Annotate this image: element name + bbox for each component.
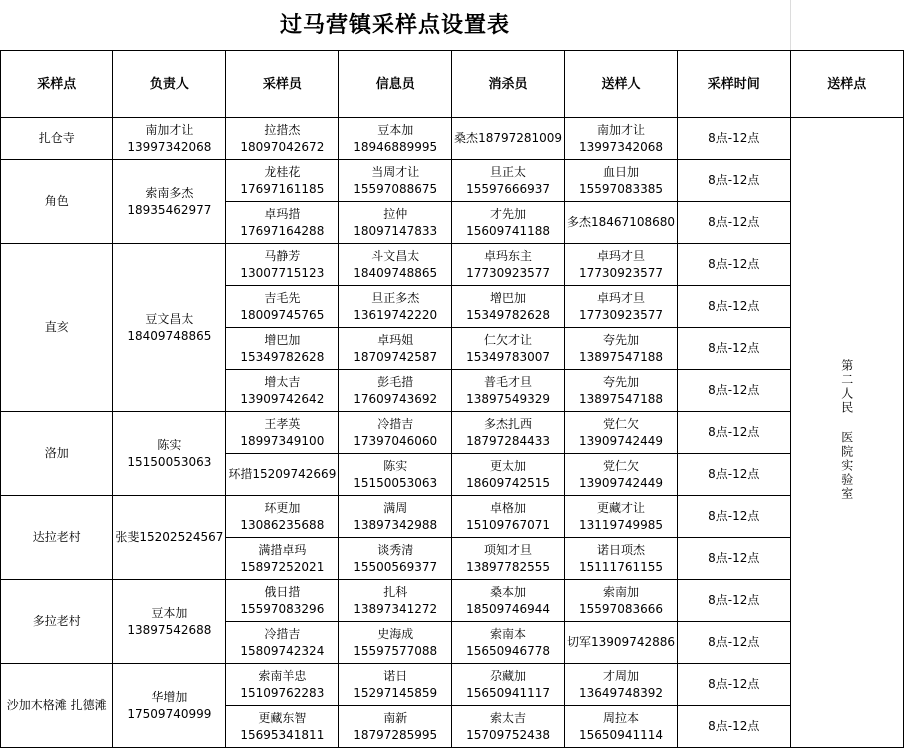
table-row [1,496,904,538]
leader-cell [113,664,226,748]
sampler-cell [226,664,339,706]
page-title: 过马营镇采样点设置表 [279,12,510,38]
info-officer-cell [339,580,452,622]
header-site: 采样点 [1,51,113,118]
phone-number: 18997349100 [240,433,325,448]
person-name: 谈秀清 [377,542,414,557]
sampler-cell [226,118,339,160]
info-officer-cell [339,664,452,706]
person-name: 卓玛东主 [484,248,533,263]
phone-number: 15809742324 [240,643,325,658]
leader-cell [113,412,226,496]
header-sampler: 采样员 [226,51,339,118]
site-name: 角色 [44,194,69,208]
phone-number: 13897782555 [466,559,551,574]
site-cell [1,580,113,664]
phone-number: 15150053063 [127,454,212,469]
site-cell [1,496,113,580]
sampler-cell [226,244,339,286]
person-name: 马静芳 [264,248,301,263]
person-name: 普毛才旦 [484,374,533,389]
phone-number: 13897542688 [127,622,212,637]
phone-number: 18609742515 [466,475,551,490]
sender-cell [565,622,678,664]
sender-cell [565,202,678,244]
person-name: 冷措吉 [377,416,414,431]
phone-number: 17697161185 [240,181,325,196]
header-sender: 送样人 [565,51,678,118]
phone-number: 15650941114 [579,727,663,742]
phone-number: 13897547188 [579,391,663,406]
site-name: 扎仓寺 [38,131,75,145]
site-cell [1,244,113,412]
phone-number: 15111761155 [579,559,663,574]
phone-number: 17730923577 [579,307,663,322]
person-name: 满周 [383,500,408,515]
person-name: 才先加 [490,206,527,221]
disinfector-cell [452,580,565,622]
phone-number: 18409748865 [353,265,438,280]
sampler-cell [226,622,339,664]
leader-cell [113,244,226,412]
phone-number: 13909742642 [240,391,325,406]
sampling-table [0,50,904,748]
person-name: 索南本 [490,626,527,641]
person-name: 旦正多杰 [371,290,420,305]
sender-cell [565,286,678,328]
person-name: 增巴加 [264,332,301,347]
phone-number: 17730923577 [579,265,663,280]
info-officer-cell [339,118,452,160]
site-cell [1,412,113,496]
person-name: 吉毛先 [264,290,301,305]
info-officer-cell [339,454,452,496]
person-name: 桑本加 [490,584,527,599]
phone-number: 15695341811 [240,727,325,742]
table-row [1,580,904,622]
person-name: 龙桂花 [264,164,301,179]
person-name: 周拉本 [603,710,640,725]
disinfector-cell [452,454,565,496]
person-name: 俄日措 [264,584,301,599]
sampler-cell [226,454,339,496]
person-name: 华增加 [151,689,188,704]
phone-number: 15597083296 [240,601,325,616]
site-cell [1,160,113,244]
leader-cell [113,580,226,664]
phone-number: 18935462977 [127,202,212,217]
sampling-time-cell: 8点-12点 [677,202,790,244]
person-name: 旦正太 [490,164,527,179]
sender-cell [565,160,678,202]
phone-number: 18797284433 [466,433,551,448]
person-name: 南新 [383,710,408,725]
info-officer-cell [339,412,452,454]
table-row [1,160,904,202]
phone-number: 15650946778 [466,643,551,658]
sampling-time-cell: 8点-12点 [677,664,790,706]
person-name: 豆本加 [377,122,414,137]
person-name: 冷措吉 [264,626,301,641]
sampling-time-cell: 8点-12点 [677,580,790,622]
phone-number: 13897341272 [353,601,438,616]
site-name: 多拉老村 [32,614,81,628]
info-officer-cell [339,538,452,580]
person-name: 夸先加 [603,374,640,389]
phone-number: 13909742449 [579,475,663,490]
person-name: 南加才让 [597,122,646,137]
site-name: 达拉老村 [32,530,81,544]
phone-number: 15150053063 [353,475,438,490]
sampling-time-cell: 8点-12点 [677,370,790,412]
sender-cell [565,664,678,706]
phone-number: 17609743692 [353,391,438,406]
phone-number: 15349782628 [240,349,325,364]
person-name: 豆文昌太 [145,311,194,326]
person-name: 彭毛措 [377,374,414,389]
phone-number: 15609741188 [466,223,551,238]
person-name: 仁欠才让 [484,332,533,347]
table-row [1,244,904,286]
phone-number: 15209742669 [252,467,337,481]
table-row [1,118,904,160]
person-name: 诺日项杰 [597,542,646,557]
phone-number: 13909742449 [579,433,663,448]
sender-cell [565,412,678,454]
phone-number: 15349783007 [466,349,551,364]
sampling-time-cell: 8点-12点 [677,328,790,370]
phone-number: 15597088675 [353,181,438,196]
person-name: 增太吉 [264,374,301,389]
sender-cell [565,454,678,496]
sampling-time-cell: 8点-12点 [677,454,790,496]
person-name: 陈实 [157,437,182,452]
person-name: 血日加 [603,164,640,179]
phone-number: 17397046060 [353,433,438,448]
send-point-cell [790,118,904,748]
phone-number: 13007715123 [240,265,325,280]
sender-cell [565,118,678,160]
phone-number: 18097042672 [240,139,325,154]
person-name: 多杰 [567,215,592,229]
person-name: 更藏才让 [597,500,646,515]
sampler-cell [226,160,339,202]
disinfector-cell [452,244,565,286]
person-name: 环更加 [264,500,301,515]
person-name: 切军 [567,635,592,649]
person-name: 卓玛才旦 [597,290,646,305]
person-name: 环措 [228,467,253,481]
table-row [1,664,904,706]
phone-number: 17730923577 [466,265,551,280]
phone-number: 15597666937 [466,181,551,196]
phone-number: 13086235688 [240,517,325,532]
leader-cell [113,496,226,580]
phone-number: 18709742587 [353,349,438,364]
leader-cell [113,160,226,244]
info-officer-cell [339,286,452,328]
site-cell [1,664,113,748]
disinfector-cell [452,202,565,244]
person-name: 陈实 [383,458,408,473]
person-name: 南加才让 [145,122,194,137]
sampler-cell [226,370,339,412]
sender-cell [565,244,678,286]
phone-number: 18009745765 [240,307,325,322]
phone-number: 15109762283 [240,685,325,700]
sender-cell [565,706,678,748]
person-name: 尕藏加 [490,668,527,683]
sampler-cell [226,412,339,454]
sampler-cell [226,328,339,370]
sampler-cell [226,496,339,538]
disinfector-cell [452,160,565,202]
header-send-point: 送样点 [790,51,904,118]
disinfector-cell [452,328,565,370]
disinfector-cell [452,664,565,706]
header-info-officer: 信息员 [339,51,452,118]
phone-number: 18797285995 [353,727,438,742]
disinfector-cell [452,496,565,538]
info-officer-cell [339,160,452,202]
phone-number: 18097147833 [353,223,438,238]
header-leader: 负责人 [113,51,226,118]
person-name: 卓玛才旦 [597,248,646,263]
phone-number: 13119749985 [579,517,663,532]
phone-number: 13897547188 [579,349,663,364]
phone-number: 18409748865 [127,328,212,343]
person-name: 才周加 [603,668,640,683]
person-name: 当周才让 [371,164,420,179]
phone-number: 15202524567 [139,530,224,544]
person-name: 增巴加 [490,290,527,305]
phone-number: 15297145859 [353,685,438,700]
sampling-time-cell: 8点-12点 [677,538,790,580]
info-officer-cell [339,244,452,286]
person-name: 卓玛姐 [377,332,414,347]
phone-number: 15349782628 [466,307,551,322]
site-name: 沙加木格滩 扎德滩 [6,698,107,712]
person-name: 党仁欠 [603,458,640,473]
phone-number: 15650941117 [466,685,551,700]
phone-number: 18467108680 [591,215,675,229]
person-name: 更太加 [490,458,527,473]
phone-number: 15500569377 [353,559,438,574]
sampling-time-cell: 8点-12点 [677,496,790,538]
disinfector-cell [452,622,565,664]
person-name: 拉仲 [383,206,408,221]
header-disinfector: 消杀员 [452,51,565,118]
phone-number: 13649748392 [579,685,663,700]
site-name: 直亥 [44,320,69,334]
sampler-cell [226,538,339,580]
phone-number: 13897342988 [353,517,438,532]
disinfector-cell [452,286,565,328]
info-officer-cell [339,622,452,664]
header-sampling-time: 采样时间 [677,51,790,118]
phone-number: 15597083385 [579,181,663,196]
info-officer-cell [339,496,452,538]
disinfector-cell [452,538,565,580]
person-name: 索南多杰 [145,185,194,200]
sampling-time-cell: 8点-12点 [677,622,790,664]
phone-number: 13897549329 [466,391,551,406]
person-name: 诺日 [383,668,408,683]
sampler-cell [226,202,339,244]
leader-cell [113,118,226,160]
phone-number: 13619742220 [353,307,438,322]
person-name: 扎科 [383,584,408,599]
sender-cell [565,328,678,370]
person-name: 索南羊忠 [258,668,307,683]
person-name: 索南加 [603,584,640,599]
phone-number: 15709752438 [466,727,551,742]
site-name: 洛加 [44,446,69,460]
phone-number: 17509740999 [127,706,212,721]
info-officer-cell [339,202,452,244]
sender-cell [565,370,678,412]
person-name: 拉措杰 [264,122,301,137]
phone-number: 15597577088 [353,643,438,658]
phone-number: 17697164288 [240,223,325,238]
phone-number: 18797281009 [478,131,563,145]
phone-number: 13909742886 [591,635,675,649]
phone-number: 15109767071 [466,517,551,532]
table-row [1,412,904,454]
sampler-cell [226,706,339,748]
phone-number: 15597083666 [579,601,663,616]
sender-cell [565,496,678,538]
title-blank-cell [790,0,904,50]
person-name: 斗文昌太 [371,248,420,263]
sampling-time-cell: 8点-12点 [677,412,790,454]
sampling-time-cell: 8点-12点 [677,244,790,286]
disinfector-cell [452,118,565,160]
info-officer-cell [339,370,452,412]
person-name: 史海成 [377,626,414,641]
person-name: 张斐 [115,530,140,544]
person-name: 卓格加 [490,500,527,515]
person-name: 桑杰 [454,131,479,145]
person-name: 豆本加 [151,605,188,620]
info-officer-cell [339,328,452,370]
sampling-time-cell: 8点-12点 [677,160,790,202]
disinfector-cell [452,370,565,412]
phone-number: 13997342068 [127,139,212,154]
sampling-time-cell: 8点-12点 [677,118,790,160]
person-name: 满措卓玛 [258,542,307,557]
table-body [1,118,904,748]
site-cell [1,118,113,160]
person-name: 夸先加 [603,332,640,347]
person-name: 卓玛措 [264,206,301,221]
disinfector-cell [452,412,565,454]
disinfector-cell [452,706,565,748]
person-name: 多杰扎西 [484,416,533,431]
phone-number: 13997342068 [579,139,663,154]
person-name: 索太吉 [490,710,527,725]
sampler-cell [226,580,339,622]
header-row [1,51,904,118]
person-name: 王孝英 [264,416,301,431]
phone-number: 18946889995 [353,139,438,154]
sampling-time-cell: 8点-12点 [677,286,790,328]
info-officer-cell [339,706,452,748]
sender-cell [565,580,678,622]
send-point-label: 第二人民 医院实验室 [839,359,854,501]
sampler-cell [226,286,339,328]
person-name: 项知才旦 [484,542,533,557]
person-name: 党仁欠 [603,416,640,431]
sender-cell [565,538,678,580]
person-name: 更藏东智 [258,710,307,725]
phone-number: 18509746944 [466,601,551,616]
sampling-time-cell: 8点-12点 [677,706,790,748]
phone-number: 15897252021 [240,559,325,574]
